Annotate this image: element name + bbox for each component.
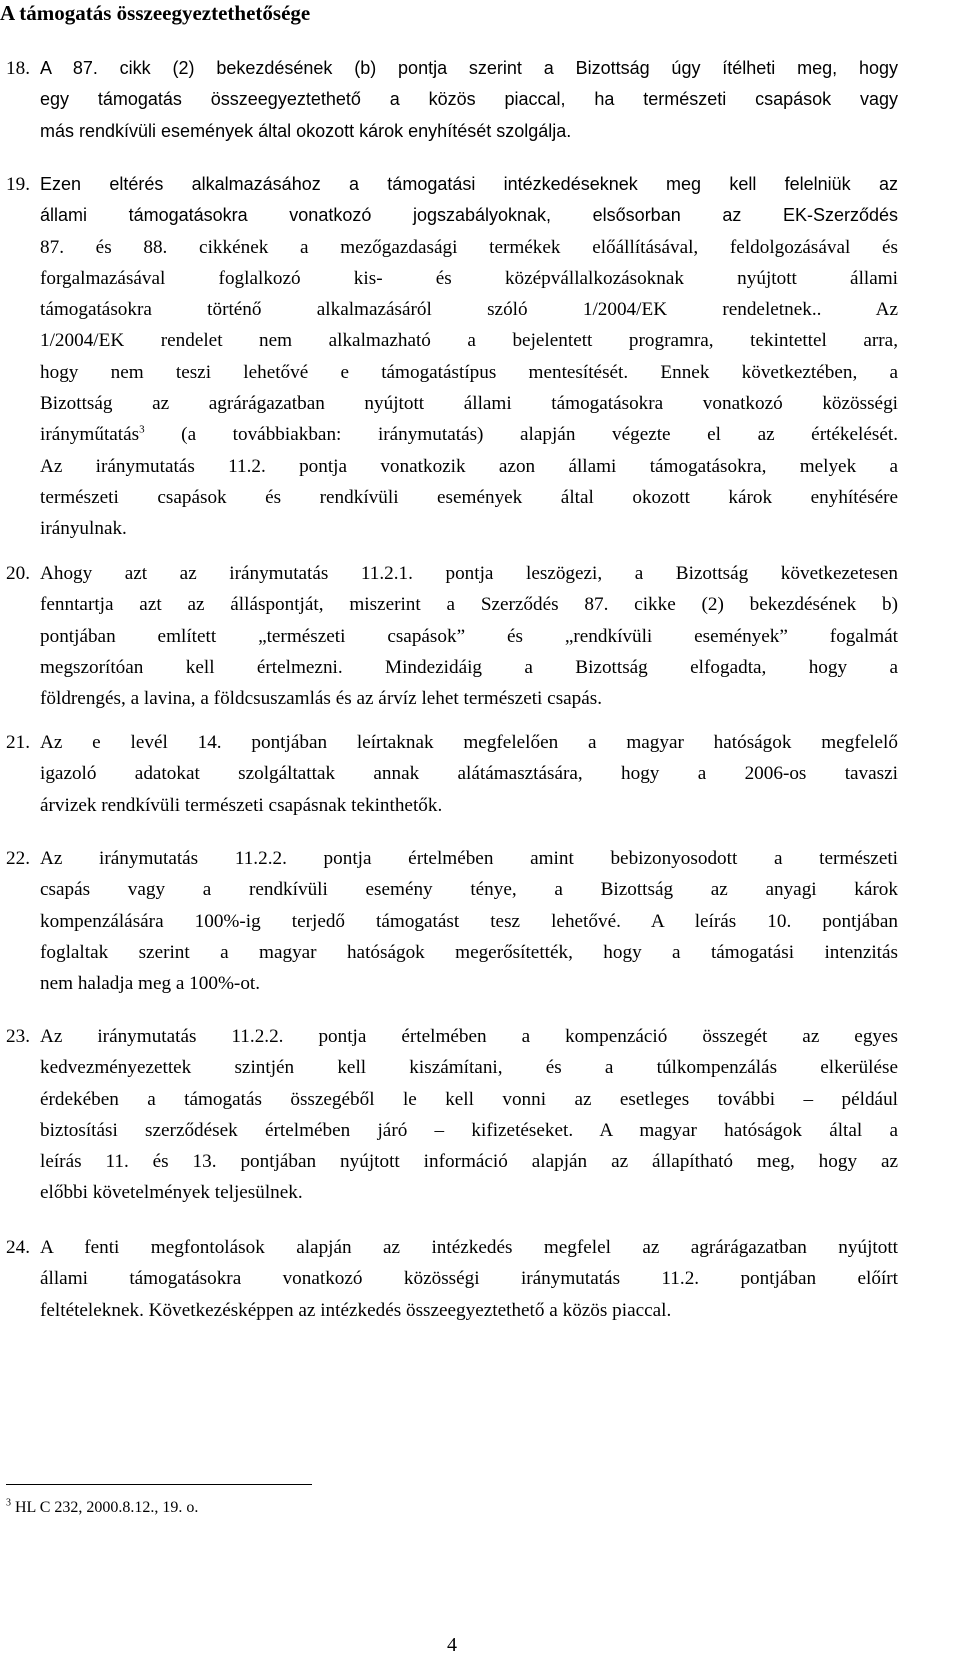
paragraph-text — [6, 53, 898, 147]
text-line: nem haladja meg a 100%-ot. — [40, 973, 261, 995]
footnote-separator — [6, 1484, 312, 1485]
text-line: egy támogatás összeegyeztethető a közös piaccal, ha természeti csapások vagy — [40, 89, 898, 110]
text-line: kompenzálására 100%-ig terjedő támogatást tesz lehetővé. A leírás 10. pontjában — [40, 910, 898, 932]
paragraph — [6, 727, 898, 821]
text-line: forgalmazásával foglalkozó kis- és középvállalkozásoknak nyújtott állami — [40, 267, 898, 289]
paragraph-text — [6, 558, 898, 714]
paragraph-text — [6, 843, 898, 999]
paragraph — [6, 1021, 898, 1209]
text-line: A fenti megfontolások alapján az intézkedés megfelel az agrárágazatban nyújtott — [40, 1237, 898, 1258]
paragraph-number: 20. — [6, 563, 30, 584]
footnote — [6, 1498, 198, 1518]
footnote-mark: 3 — [6, 1497, 11, 1509]
paragraph-text — [6, 727, 898, 821]
paragraph-number: 22. — [6, 848, 30, 869]
text-line: érdekében a támogatás összegéből le kell vonni az esetleges további – például — [40, 1088, 898, 1110]
paragraph-text — [6, 169, 898, 545]
paragraph-number: 18. — [6, 58, 30, 79]
paragraph — [6, 843, 898, 999]
text-line: állami támogatásokra vonatkozó közösségi iránymutatás 11.2. pontjában előírt — [40, 1268, 898, 1290]
text-line: Az iránymutatás 11.2. pontja vonatkozik azon állami támogatásokra, melyek a — [40, 455, 898, 477]
text-line: Az iránymutatás 11.2.2. pontja értelmében a kompenzáció összegét az egyes — [40, 1026, 898, 1047]
text-line: pontjában említett „természeti csapások” és „rendkívüli események” fogalmát — [40, 625, 898, 647]
text-line: csapás vagy a rendkívüli esemény ténye, a Bizottság az anyagi károk — [40, 879, 898, 901]
paragraph-text — [6, 1232, 898, 1326]
text-line: támogatásokra történő alkalmazásáról szóló 1/2004/EK rendeletnek.. Az — [40, 299, 898, 321]
text-line: foglaltak szerint a magyar hatóságok megerősítették, hogy a támogatási intenzitás — [40, 941, 898, 963]
text-line: állami támogatásokra vonatkozó jogszabályoknak, elsősorban az EK-Szerződés — [40, 205, 898, 226]
text-line: megszorítóan kell értelmezni. Mindezidáig a Bizottság elfogadta, hogy a — [40, 656, 898, 678]
paragraph-number: 23. — [6, 1026, 30, 1047]
text-line: Bizottság az agrárágazatban nyújtott állami támogatásokra vonatkozó közösségi — [40, 393, 898, 415]
text-line: leírás 11. és 13. pontjában nyújtott információ alapján az állapítható meg, hogy az — [40, 1151, 898, 1173]
paragraph — [6, 169, 898, 545]
text-line: más rendkívüli események által okozott károk enyhítését szolgálja. — [40, 120, 572, 141]
text-line: Az iránymutatás 11.2.2. pontja értelmében amint bebizonyosodott a természeti — [40, 848, 898, 869]
text-line: földrengés, a lavina, a földcsuszamlás és az árvíz lehet természeti csapás. — [40, 688, 603, 710]
text-line: árvizek rendkívüli természeti csapásnak tekinthetők. — [40, 794, 443, 816]
footnote-reference: 3 — [139, 423, 145, 436]
text-line: fenntartja azt az álláspontját, miszerint a Szerződés 87. cikke (2) bekezdésének b) — [40, 594, 898, 616]
footnote-text: HL C 232, 2000.8.12., 19. o. — [15, 1499, 199, 1516]
paragraph — [6, 1232, 898, 1326]
text-line: igazoló adatokat szolgáltattak annak alátámasztására, hogy a 2006-os tavaszi — [40, 763, 898, 785]
text-line: irányműtatás$^3$ (a továbbiakban: iránymutatás) alapján végezte el az értékelését. — [40, 423, 898, 446]
section-heading: A támogatás összeegyeztethetősége — [0, 1, 311, 25]
text-line: 1/2004/EK rendelet nem alkalmazható a bejelentett programra, tekintettel arra, — [40, 330, 898, 352]
paragraph-text — [6, 1021, 898, 1209]
text-line: természeti csapások és rendkívüli események által okozott károk enyhítésére — [40, 486, 898, 508]
text-line: A 87. cikk (2) bekezdésének (b) pontja szerint a Bizottság úgy ítélheti meg, hogy — [40, 58, 898, 78]
paragraph — [6, 558, 898, 714]
text-line: hogy nem teszi lehetővé e támogatástípus mentesítését. Ennek következtében, a — [40, 361, 898, 383]
paragraph-number: 19. — [6, 174, 30, 195]
text-line: feltételeknek. Következésképpen az intézkedés összeegyeztethető a közös piaccal. — [40, 1299, 672, 1321]
paragraph — [6, 53, 898, 147]
text-line: irányulnak. — [40, 518, 127, 540]
paragraph-number: 24. — [6, 1237, 30, 1258]
text-line: előbbi követelmények teljesülnek. — [40, 1182, 303, 1204]
paragraph-number: 21. — [6, 732, 30, 753]
text-line: Ezen eltérés alkalmazásához a támogatási intézkedéseknek meg kell felelniük az — [40, 174, 898, 194]
page-number: 4 — [447, 1634, 457, 1656]
text-line: 87. és 88. cikkének a mezőgazdasági termékek előállításával, feldolgozásával és — [40, 236, 898, 258]
text-line: Az e levél 14. pontjában leírtaknak megfelelően a magyar hatóságok megfelelő — [40, 732, 898, 753]
text-line: biztosítási szerződések értelmében járó – kifizetéseket. A magyar hatóságok által a — [40, 1119, 898, 1141]
text-line: kedvezményezettek szintjén kell kiszámítani, és a túlkompenzálás elkerülése — [40, 1057, 898, 1079]
text-line: Ahogy azt az iránymutatás 11.2.1. pontja leszögezi, a Bizottság következetesen — [40, 563, 898, 584]
